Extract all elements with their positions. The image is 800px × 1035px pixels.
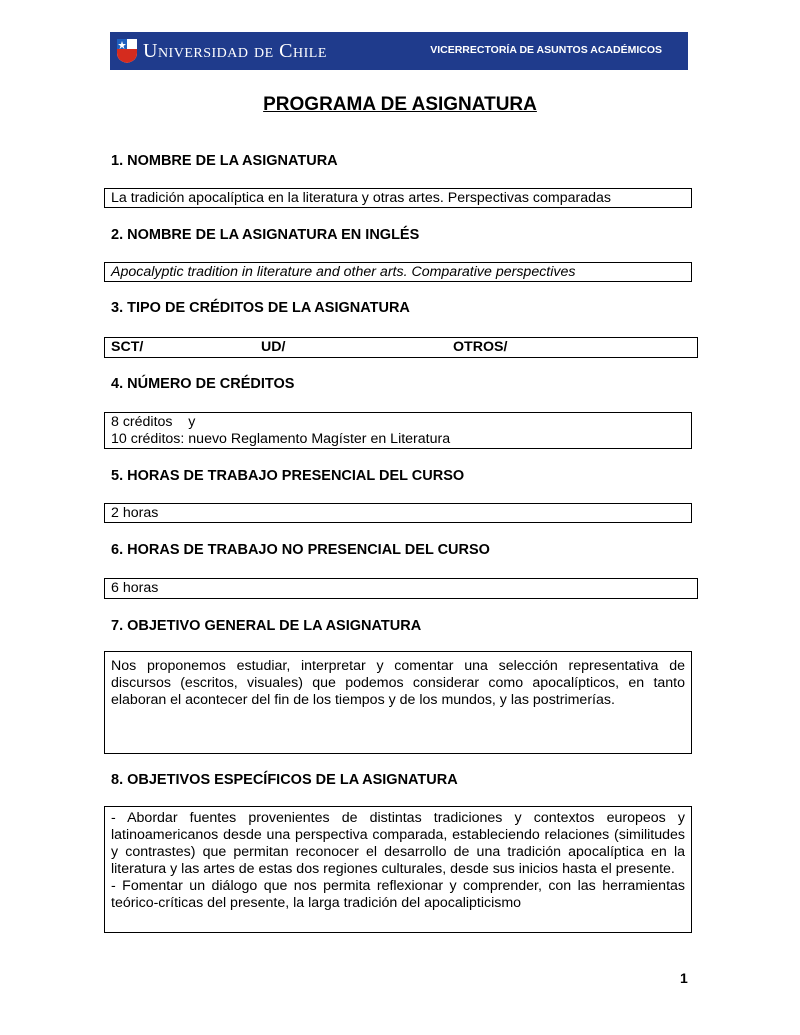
section-4-heading: 4. NÚMERO DE CRÉDITOS — [111, 376, 295, 392]
vice-rectorate-label: VICERRECTORÍA DE ASUNTOS ACADÉMICOS — [430, 44, 662, 56]
section-3-heading: 3. TIPO DE CRÉDITOS DE LA ASIGNATURA — [111, 300, 410, 316]
section-1-heading: 1. NOMBRE DE LA ASIGNATURA — [111, 153, 338, 169]
credit-count-line-2: 10 créditos: nuevo Reglamento Magíster en Literatura — [111, 431, 451, 447]
university-name: Universidad de Chile — [143, 40, 327, 62]
credit-type-box — [104, 337, 698, 358]
section-8-heading: 8. OBJETIVOS ESPECÍFICOS DE LA ASIGNATURA — [111, 772, 458, 788]
specific-objectives-box — [104, 806, 692, 933]
course-name-english-box — [104, 262, 692, 282]
page-title: PROGRAMA DE ASIGNATURA — [263, 94, 537, 115]
university-crest-icon — [116, 38, 138, 64]
otros-label: OTROS/ — [453, 339, 508, 355]
specific-objective-2: - Fomentar un diálogo que nos permita reflexionar y comprender, con las herramientas teórico-críticas del presente, la larga tradición del apocalipticismo — [111, 878, 685, 911]
credit-count-box — [104, 412, 692, 449]
remote-hours: 6 horas — [111, 580, 159, 596]
section-2-heading: 2. NOMBRE DE LA ASIGNATURA EN INGLÉS — [111, 227, 420, 243]
in-person-hours: 2 horas — [111, 505, 159, 521]
general-objective-text: Nos proponemos estudiar, interpretar y comentar una selección representativa de discursos (escritos, visuales) que podemos considerar como apocalípticos, en tanto elaboran el acontecer del fin de los tiempos y de los mundos, y las postrimerías. — [111, 658, 685, 708]
course-name-english: Apocalyptic tradition in literature and other arts. Comparative perspectives — [111, 264, 576, 280]
specific-objective-1: - Abordar fuentes provenientes de distintas tradiciones y contextos europeos y latinoamericanos desde una perspectiva comparada, estableciendo relaciones (similitudes y contrastes) que permitan reconocer el desarrollo de una tradición apocalíptica en la literatura y las artes de estas dos regiones culturales, desde sus inicios hasta el presente. — [111, 810, 685, 877]
section-6-heading: 6. HORAS DE TRABAJO NO PRESENCIAL DEL CURSO — [111, 542, 490, 558]
course-name: La tradición apocalíptica en la literatura y otras artes. Perspectivas comparadas — [111, 190, 611, 206]
page-number: 1 — [680, 970, 688, 986]
section-5-heading: 5. HORAS DE TRABAJO PRESENCIAL DEL CURSO — [111, 468, 465, 484]
remote-hours-box — [104, 578, 698, 599]
general-objective-box — [104, 651, 692, 754]
ud-label: UD/ — [261, 339, 286, 355]
section-7-heading: 7. OBJETIVO GENERAL DE LA ASIGNATURA — [111, 618, 422, 634]
sct-label: SCT/ — [111, 339, 144, 355]
header-banner — [110, 32, 688, 70]
in-person-hours-box — [104, 503, 692, 523]
course-name-box — [104, 188, 692, 208]
credit-count-line-1: 8 créditos y — [111, 414, 196, 430]
